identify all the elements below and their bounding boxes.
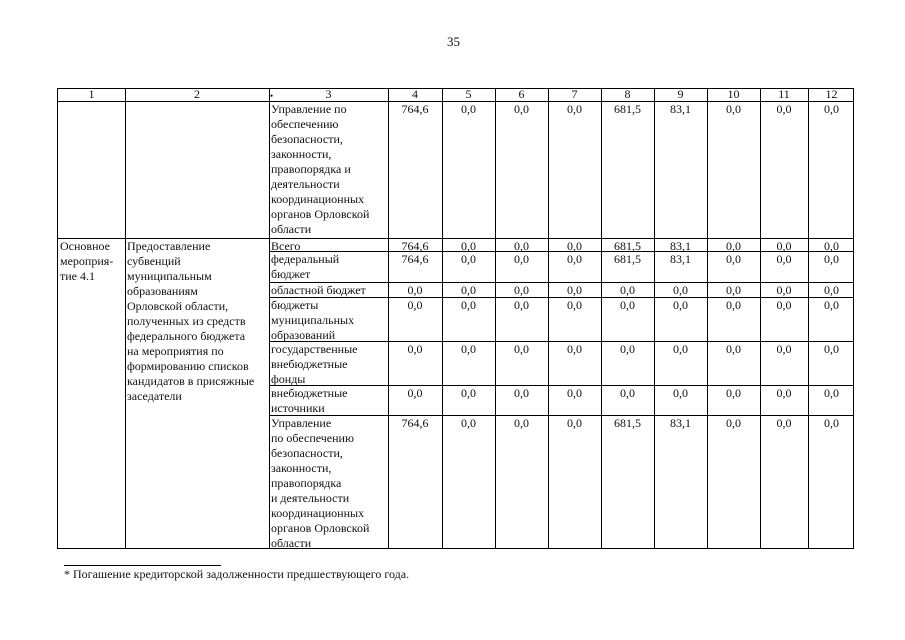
- value-cell: 0,0: [461, 298, 476, 312]
- value-cell: 0,0: [673, 298, 688, 312]
- column-divider: [388, 89, 389, 548]
- value-cell: 0,0: [824, 283, 839, 297]
- value-cell: 0,0: [726, 386, 741, 400]
- value-cell: 0,0: [726, 283, 741, 297]
- column-header-10: 10: [727, 87, 740, 101]
- value-cell: 0,0: [726, 252, 741, 266]
- column-divider: [495, 89, 496, 548]
- row-label: областной бюджет: [271, 283, 366, 297]
- value-cell: 0,0: [824, 239, 839, 253]
- value-cell: 681,5: [614, 239, 641, 253]
- column-divider: [601, 89, 602, 548]
- value-cell: 0,0: [514, 239, 529, 253]
- value-cell: 0,0: [726, 239, 741, 253]
- value-cell: 764,6: [401, 252, 429, 266]
- value-cell: 764,6: [401, 416, 429, 430]
- value-cell: 681,5: [614, 416, 641, 430]
- value-cell: 0,0: [776, 283, 792, 297]
- value-cell: 0,0: [567, 298, 582, 312]
- column-divider: [808, 89, 809, 548]
- value-cell: 0,0: [407, 298, 423, 312]
- value-cell: 0,0: [776, 239, 792, 253]
- value-cell: 0,0: [776, 386, 792, 400]
- column-header-12: 12: [825, 87, 838, 101]
- column-header-8: 8: [624, 87, 631, 101]
- value-cell: 0,0: [776, 298, 792, 312]
- column-header-9: 9: [677, 87, 684, 101]
- value-cell: 0,0: [461, 342, 476, 356]
- value-cell: 83,1: [670, 102, 691, 116]
- value-cell: 83,1: [670, 252, 691, 266]
- value-cell: 0,0: [567, 342, 582, 356]
- value-cell: 764,6: [401, 239, 429, 253]
- value-cell: 0,0: [567, 416, 582, 430]
- column-divider: [654, 89, 655, 548]
- value-cell: 0,0: [407, 283, 423, 297]
- row-label: федеральный бюджет: [271, 252, 340, 281]
- value-cell: 0,0: [461, 102, 476, 116]
- column-header-2: 2: [194, 87, 200, 101]
- value-cell: 0,0: [461, 416, 476, 430]
- value-cell: 0,0: [726, 102, 741, 116]
- value-cell: 0,0: [567, 102, 582, 116]
- footnote-divider: [64, 565, 221, 566]
- row-label: бюджеты муниципальных образований: [271, 298, 355, 342]
- value-cell: 83,1: [670, 239, 691, 253]
- value-cell: 0,0: [824, 252, 839, 266]
- value-cell: 0,0: [824, 102, 839, 116]
- value-cell: 0,0: [726, 342, 741, 356]
- value-cell: 0,0: [824, 386, 839, 400]
- value-cell: 0,0: [514, 283, 529, 297]
- value-cell: 0,0: [673, 342, 688, 356]
- value-cell: 83,1: [670, 416, 691, 430]
- value-cell: 0,0: [620, 283, 635, 297]
- value-cell: 0,0: [824, 298, 839, 312]
- budget-table: [57, 88, 854, 549]
- column-header-7: 7: [571, 87, 578, 101]
- measure-name: Предоставление субвенций муниципальным образованиям Орловской области, полученных из средств федерального бюджета на мероприятия по формированию списков кандидатов в присяжные заседатели: [127, 239, 255, 403]
- column-divider: [548, 89, 549, 548]
- column-divider: [707, 89, 708, 548]
- column-header-1: 1: [88, 87, 95, 101]
- value-cell: 0,0: [514, 252, 529, 266]
- row-label: Управление по обеспечению безопасности, законности, правопорядка и деятельности координационных органов Орловской области: [271, 416, 370, 550]
- column-header-11: 11: [778, 87, 790, 101]
- value-cell: 681,5: [614, 252, 641, 266]
- page-number: 35: [447, 34, 460, 49]
- value-cell: 0,0: [461, 283, 476, 297]
- row-label: внебюджетные источники: [271, 386, 348, 415]
- column-header-5: 5: [465, 87, 472, 101]
- value-cell: 0,0: [673, 386, 688, 400]
- row-label: Всего: [271, 239, 301, 253]
- value-cell: 0,0: [776, 342, 792, 356]
- value-cell: 0,0: [567, 283, 582, 297]
- value-cell: 0,0: [824, 342, 839, 356]
- value-cell: 0,0: [461, 239, 476, 253]
- column-header-4: 4: [412, 87, 418, 101]
- value-cell: 0,0: [514, 416, 529, 430]
- column-header-3: 3: [325, 87, 332, 101]
- value-cell: 0,0: [461, 252, 476, 266]
- value-cell: 0,0: [620, 298, 635, 312]
- row-label: государственные внебюджетные фонды: [271, 342, 358, 386]
- value-cell: 0,0: [726, 298, 741, 312]
- value-cell: 0,0: [407, 386, 423, 400]
- value-cell: 0,0: [461, 386, 476, 400]
- footnote: * Погашение кредиторской задолженности предшествующего года.: [64, 567, 410, 581]
- value-cell: 0,0: [407, 342, 423, 356]
- value-cell: 0,0: [567, 252, 582, 266]
- column-divider: [442, 89, 443, 548]
- column-divider: [760, 89, 761, 548]
- column-divider: [125, 89, 126, 548]
- value-cell: 0,0: [824, 416, 839, 430]
- header-mark: •: [270, 91, 274, 101]
- value-cell: 0,0: [673, 283, 688, 297]
- value-cell: 0,0: [776, 416, 792, 430]
- value-cell: 0,0: [620, 386, 635, 400]
- value-cell: 0,0: [567, 239, 582, 253]
- value-cell: 0,0: [567, 386, 582, 400]
- value-cell: 0,0: [514, 102, 529, 116]
- value-cell: 681,5: [614, 102, 641, 116]
- value-cell: 764,6: [401, 102, 429, 116]
- value-cell: 0,0: [776, 102, 792, 116]
- value-cell: 0,0: [514, 298, 529, 312]
- column-divider: [269, 89, 270, 548]
- measure-code: Основное мероприя- тие 4.1: [60, 239, 114, 283]
- value-cell: 0,0: [514, 342, 529, 356]
- value-cell: 0,0: [620, 342, 635, 356]
- column-header-6: 6: [518, 87, 525, 101]
- value-cell: 0,0: [776, 252, 792, 266]
- value-cell: 0,0: [726, 416, 741, 430]
- row-label: Управление по обеспечению безопасности, законности, правопорядка и деятельности координационных органов Орловской области: [271, 102, 370, 236]
- value-cell: 0,0: [514, 386, 529, 400]
